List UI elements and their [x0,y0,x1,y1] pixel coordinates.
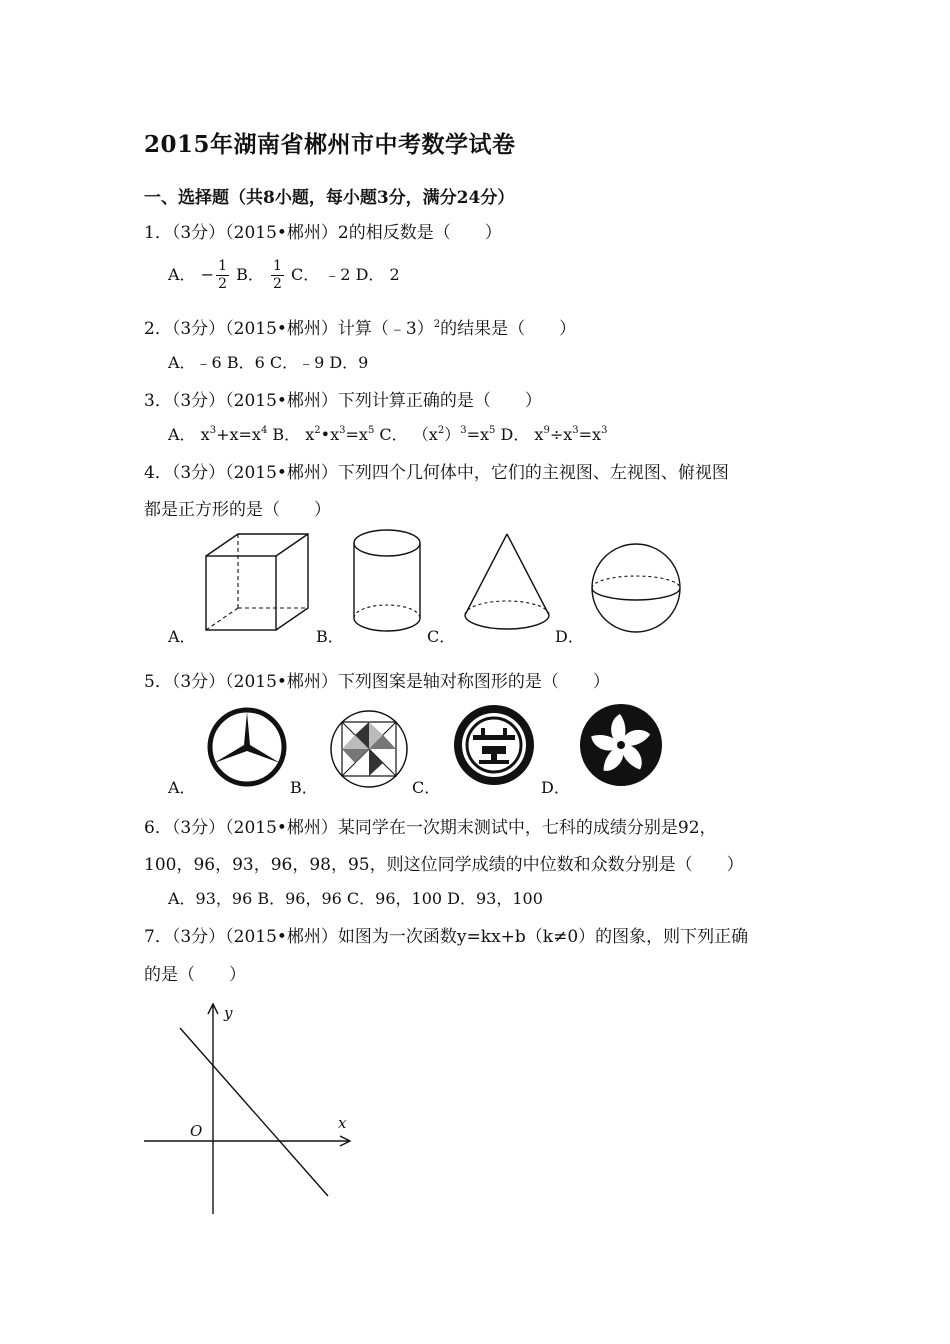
q5-label-b: B． [290,778,318,797]
question-2-stem: 2．（3分）（2015•郴州）计算（﹣3）$^2$的结果是（ ） [144,319,577,339]
question-7-stem-line2: 的是（ ） [144,965,246,985]
option-d-label: D． [355,265,385,284]
q4-label-d: D． [555,627,584,646]
sphere-figure [588,540,684,636]
option-d-value: 2 [389,265,400,284]
question-2-options: A．﹣6 B．6 C．﹣9 D．9 [168,353,369,372]
question-3-stem: 3．（3分）（2015•郴州）下列计算正确的是（ ） [144,391,542,411]
q5-label-c: C． [412,778,441,797]
three-pointed-star-emblem [205,705,289,789]
cone-figure [460,530,555,635]
question-1-stem: 1．（3分）（2015•郴州）2的相反数是（ ） [144,223,502,243]
question-4-stem-line1: 4．（3分）（2015•郴州）下列四个几何体中，它们的主视图、左视图、俯视图 [144,463,729,483]
question-3-options: A． $x^3+x=x^4$ B． $x^2•x^3=x^5$ C． $(x^2)^3=x^5$ D． $x^9\div x^3=x^3$ [168,425,608,444]
y-axis-label: y [224,1004,233,1022]
paper-title: 2015年湖南省郴州市中考数学试卷 [144,131,516,158]
question-6-options: A．93，96 B．96，96 C．96，100 D．93，100 [168,889,543,908]
q4-label-a: A． [168,627,196,646]
origin-label: O [190,1122,203,1140]
option-a-label: A． [168,265,196,284]
question-5-stem: 5．（3分）（2015•郴州）下列图案是轴对称图形的是（ ） [144,672,610,692]
function-line [180,1028,328,1196]
q4-label-b: B． [316,627,344,646]
question-7-stem-line1: 7．（3分）（2015•郴州）如图为一次函数y=kx+b（k≠0）的图象，则下列正确 [144,927,749,947]
option-c-label: C． [290,265,320,284]
q5-label-a: A． [168,778,196,797]
question-1-options [168,258,400,293]
bauhinia-flower-emblem [578,702,664,788]
fraction-one-half: $\frac{1}{2}$ [272,258,282,292]
q4-label-c: C． [427,627,456,646]
option-c-value: ﹣2 [324,265,351,284]
minus-sign: − [200,265,215,284]
fraction-one-half: $\frac{1}{2}$ [218,258,227,292]
section-heading: 一、选择题（共8小题，每小题3分，满分24分） [144,188,515,208]
q5-label-d: D． [541,778,570,797]
question-6-stem-line1: 6．（3分）（2015•郴州）某同学在一次期末测试中，七科的成绩分别是92， [144,818,717,838]
ring-character-emblem [451,702,537,788]
question-4-stem-line2: 都是正方形的是（ ） [144,500,331,520]
option-b-label: B． [236,265,264,284]
question-6-stem-line2: 100，96，93，96，98，95，则这位同学成绩的中位数和众数分别是（ ） [144,855,744,875]
pinwheel-emblem [328,708,410,790]
linear-function-graph [140,1000,365,1220]
cylinder-figure [350,528,425,636]
cube-figure [200,530,315,635]
x-axis-label: x [338,1114,347,1132]
